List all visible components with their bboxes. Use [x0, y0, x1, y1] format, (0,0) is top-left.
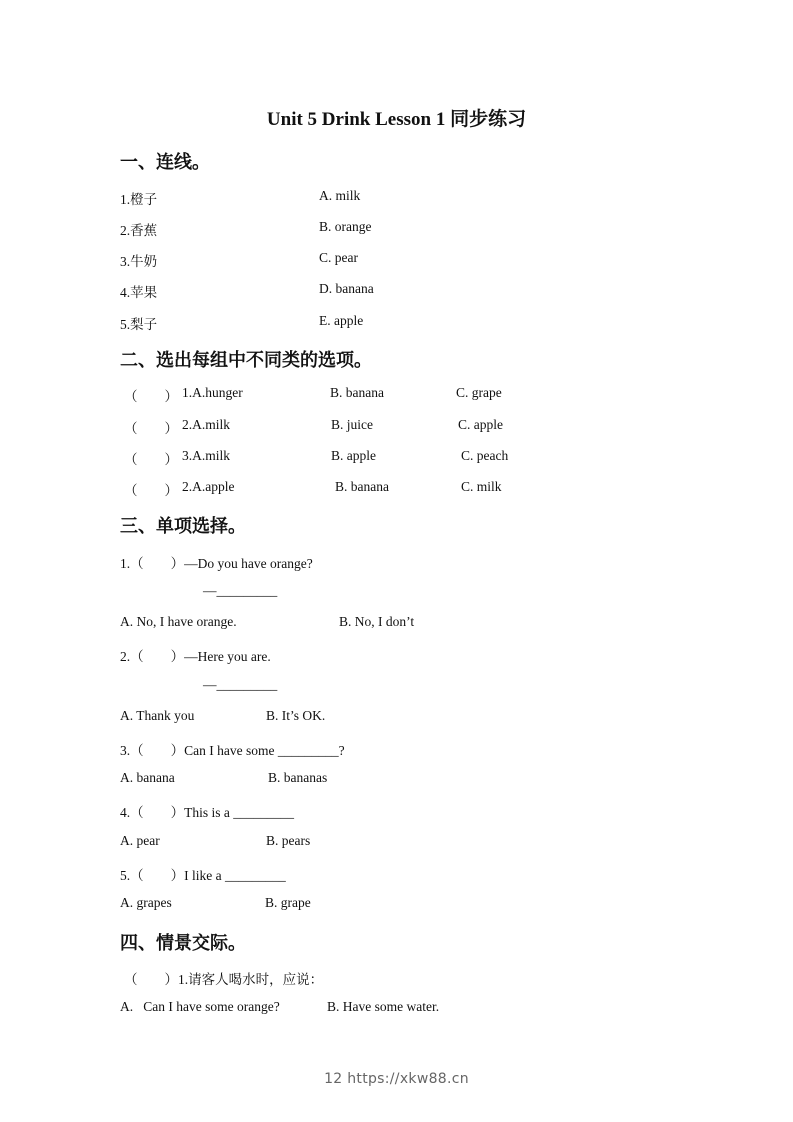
- question-stem: 4.（ ）This is a _________: [120, 805, 294, 820]
- match-right-item: C. pear: [319, 250, 358, 265]
- option-b: B. bananas: [268, 770, 328, 785]
- page-title: Unit 5 Drink Lesson 1 同步练习: [266, 109, 527, 130]
- option-c: C. peach: [461, 448, 509, 463]
- match-left-item: 3.牛奶: [120, 254, 158, 269]
- question-stem: 2.（ ）—Here you are.: [120, 649, 271, 664]
- answer-blank: （ ）: [124, 421, 178, 436]
- match-right-item: B. orange: [319, 219, 372, 234]
- option-b: B. pears: [266, 833, 311, 848]
- question-stem: 1.（ ）—Do you have orange?: [120, 556, 313, 571]
- section3-heading: 三、单项选择。: [120, 516, 246, 536]
- option-a: 2.A.apple: [182, 479, 235, 494]
- section2-heading: 二、选出每组中不同类的选项。: [120, 350, 372, 370]
- option-b: B. banana: [330, 385, 384, 400]
- option-b: B. grape: [265, 895, 311, 910]
- option-c: C. grape: [456, 385, 502, 400]
- question-stem: （ ）1.请客人喝水时，应说：: [124, 972, 324, 987]
- match-right-item: E. apple: [319, 313, 364, 328]
- match-right-item: D. banana: [319, 281, 374, 296]
- option-a: 2.A.milk: [182, 417, 231, 432]
- question-stem: 3.（ ）Can I have some _________?: [120, 743, 345, 758]
- answer-blank: （ ）: [124, 389, 178, 404]
- question-stem: 5.（ ）I like a _________: [120, 868, 286, 883]
- match-left-item: 4.苹果: [120, 285, 158, 300]
- option-a: A. grapes: [120, 895, 172, 910]
- option-b: B. apple: [331, 448, 376, 463]
- option-c: C. apple: [458, 417, 503, 432]
- match-left-item: 5.梨子: [120, 317, 158, 332]
- match-right-item: A. milk: [319, 188, 361, 203]
- option-a: 1.A.hunger: [182, 385, 243, 400]
- option-a: A. Thank you: [120, 708, 195, 723]
- answer-blank: （ ）: [124, 483, 178, 498]
- option-a: A. pear: [120, 833, 160, 848]
- answer-line: —_________: [203, 677, 278, 692]
- option-c: C. milk: [461, 479, 502, 494]
- option-b: B. It’s OK.: [266, 708, 326, 723]
- option-b: B. No, I don’t: [339, 614, 415, 629]
- match-left-item: 2.香蕉: [120, 223, 158, 238]
- section1-heading: 一、连线。: [120, 152, 210, 172]
- option-a: A. Can I have some orange?: [120, 999, 280, 1014]
- section4-heading: 四、情景交际。: [120, 933, 246, 953]
- answer-blank: （ ）: [124, 452, 178, 467]
- answer-line: —_________: [203, 583, 278, 598]
- option-a: 3.A.milk: [182, 448, 231, 463]
- option-a: A. No, I have orange.: [120, 614, 237, 629]
- option-b: B. Have some water.: [327, 999, 440, 1014]
- page-footer: 12 https://xkw88.cn: [324, 1071, 469, 1087]
- option-b: B. banana: [335, 479, 389, 494]
- match-left-item: 1.橙子: [120, 192, 158, 207]
- option-b: B. juice: [331, 417, 373, 432]
- option-a: A. banana: [120, 770, 175, 785]
